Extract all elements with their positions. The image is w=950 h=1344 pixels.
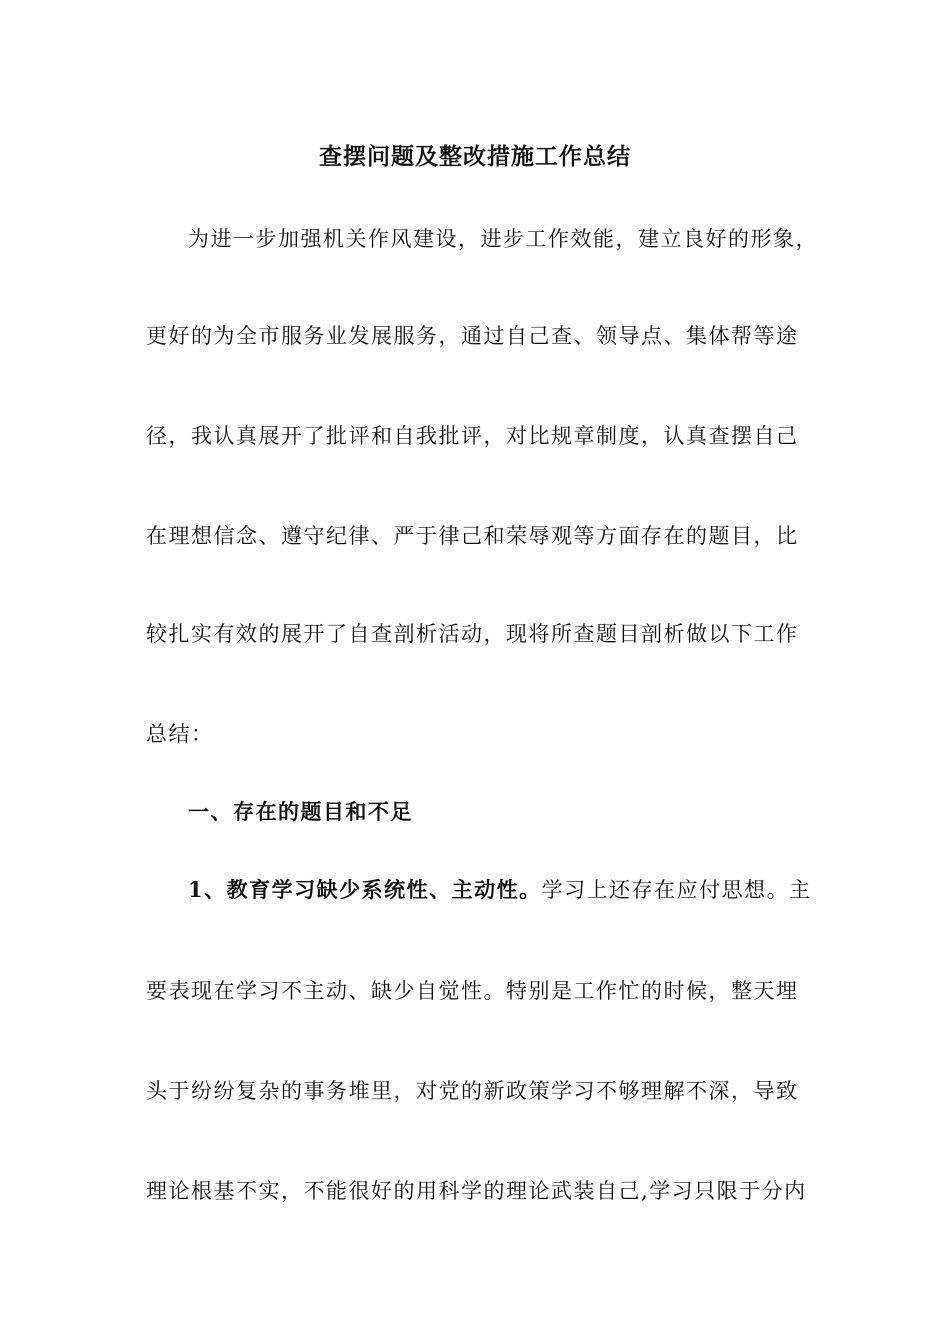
paragraph-line: 为进一步加强机关作风建设，进步工作效能，建立良好的形象， xyxy=(188,227,818,251)
paragraph-line: 较扎实有效的展开了自查剖析活动，现将所查题目剖析做以下工作 xyxy=(146,622,799,646)
paragraph-line: 在理想信念、遵守纪律、严于律己和荣辱观等方面存在的题目，比 xyxy=(146,524,799,548)
item-heading: 1、教育学习缺少系统性、主动性。 xyxy=(188,877,542,902)
document-title: 查摆问题及整改措施工作总结 xyxy=(319,143,631,170)
paragraph-line: 要表现在学习不主动、缺少自觉性。特别是工作忙的时候，整天埋 xyxy=(146,979,799,1003)
paragraph-line: 理论根基不实，不能很好的用科学的理论武装自己,学习只限于分内 xyxy=(146,1179,807,1203)
section-heading: 一、存在的题目和不足 xyxy=(188,799,413,824)
item-first-line xyxy=(188,876,812,904)
paragraph-line: 更好的为全市服务业发展服务，通过自己查、领导点、集体帮等途 xyxy=(146,324,799,348)
item-text: 学习上还存在应付思想。主 xyxy=(541,878,812,902)
paragraph-line: 径，我认真展开了批评和自我批评，对比规章制度，认真查摆自己 xyxy=(146,424,799,448)
paragraph-line: 总结： xyxy=(146,722,214,746)
paragraph-line: 头于纷纷复杂的事务堆里，对党的新政策学习不够理解不深，导致 xyxy=(146,1079,799,1103)
